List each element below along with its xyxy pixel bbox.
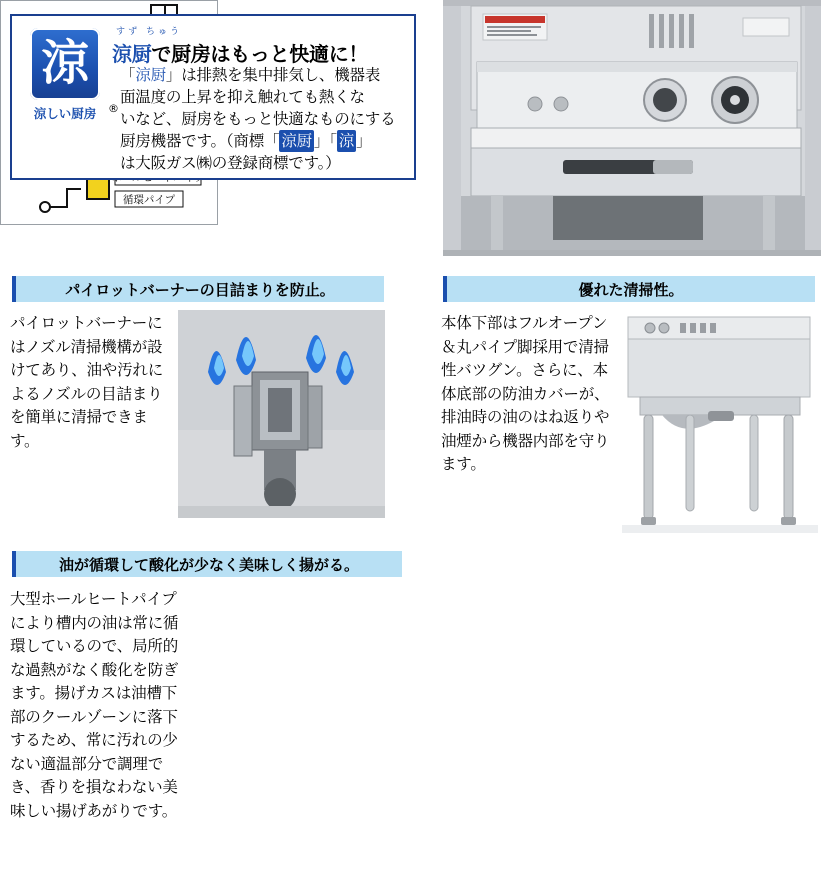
section-title-oil: 油が循環して酸化が少なく美味しく揚がる。 bbox=[12, 551, 402, 577]
logo-character: 涼 bbox=[40, 35, 89, 92]
fryer-unit-photo bbox=[443, 0, 821, 256]
promo-body-line-4-text: 厨房機器です。（商標「 涼厨 」「 涼 」 bbox=[120, 132, 372, 150]
registered-mark: ® bbox=[108, 102, 119, 115]
promo-body-line-1-text: 「涼厨」は排熱を集中排気し、機器表 bbox=[120, 66, 381, 84]
promo-box bbox=[10, 14, 416, 180]
diagram-label-circpipe: 循環パイプ bbox=[122, 194, 176, 206]
logo-badge bbox=[30, 28, 100, 100]
section-text-oil: 大型ホールヒートパイプにより槽内の油は常に循環しているので、局所的な過熱がなく酸化を防ぎます。揚げカスは油槽下部のクールゾーンに落下するため、常に汚れの少ない適温部分で調理でき、香りを損なわない美味しい揚げあがりです。 bbox=[10, 590, 179, 820]
section-text-clean: 本体下部はフルオープン＆丸パイプ脚採用で清掃性バツグン。さらに、本体底部の防油カバーが、排油時の油のはね返りや油煙から機器内部を守ります。 bbox=[441, 314, 610, 474]
open-base-photo bbox=[622, 305, 818, 533]
fryer-unit-illustration bbox=[443, 0, 821, 256]
heading-ruby: すず ちゅう bbox=[116, 27, 182, 37]
pilot-burner-photo bbox=[178, 310, 385, 518]
section-title-pilot: パイロットバーナーの目詰まりを防止。 bbox=[12, 276, 384, 302]
logo-caption: 涼しい厨房 bbox=[33, 106, 97, 121]
pilot-burner-illustration bbox=[178, 310, 385, 518]
promo-body bbox=[120, 64, 410, 174]
promo-body-line-1 bbox=[120, 64, 410, 86]
promo-body-line-2: 面温度の上昇を抑え触れても熱くな bbox=[120, 88, 365, 106]
section-title-clean: 優れた清掃性。 bbox=[443, 276, 815, 302]
ryochu-logo bbox=[22, 28, 108, 136]
promo-heading-rest: で厨房はもっと快適に！ bbox=[151, 42, 369, 66]
promo-body-line-4 bbox=[120, 130, 410, 152]
promo-body-line-3: いなど、厨房をもっと快適なものにする bbox=[120, 110, 396, 128]
open-base-illustration bbox=[622, 305, 818, 533]
section-text-pilot: パイロットバーナーにはノズル清掃機構が設けてあり、油や汚れによるノズルの目詰まりを簡単に清掃できます。 bbox=[10, 314, 164, 450]
promo-heading bbox=[112, 38, 412, 67]
promo-body-line-5: は大阪ガス㈱の登録商標です。） bbox=[120, 154, 341, 172]
promo-heading-keyword: 涼厨 bbox=[112, 42, 152, 66]
